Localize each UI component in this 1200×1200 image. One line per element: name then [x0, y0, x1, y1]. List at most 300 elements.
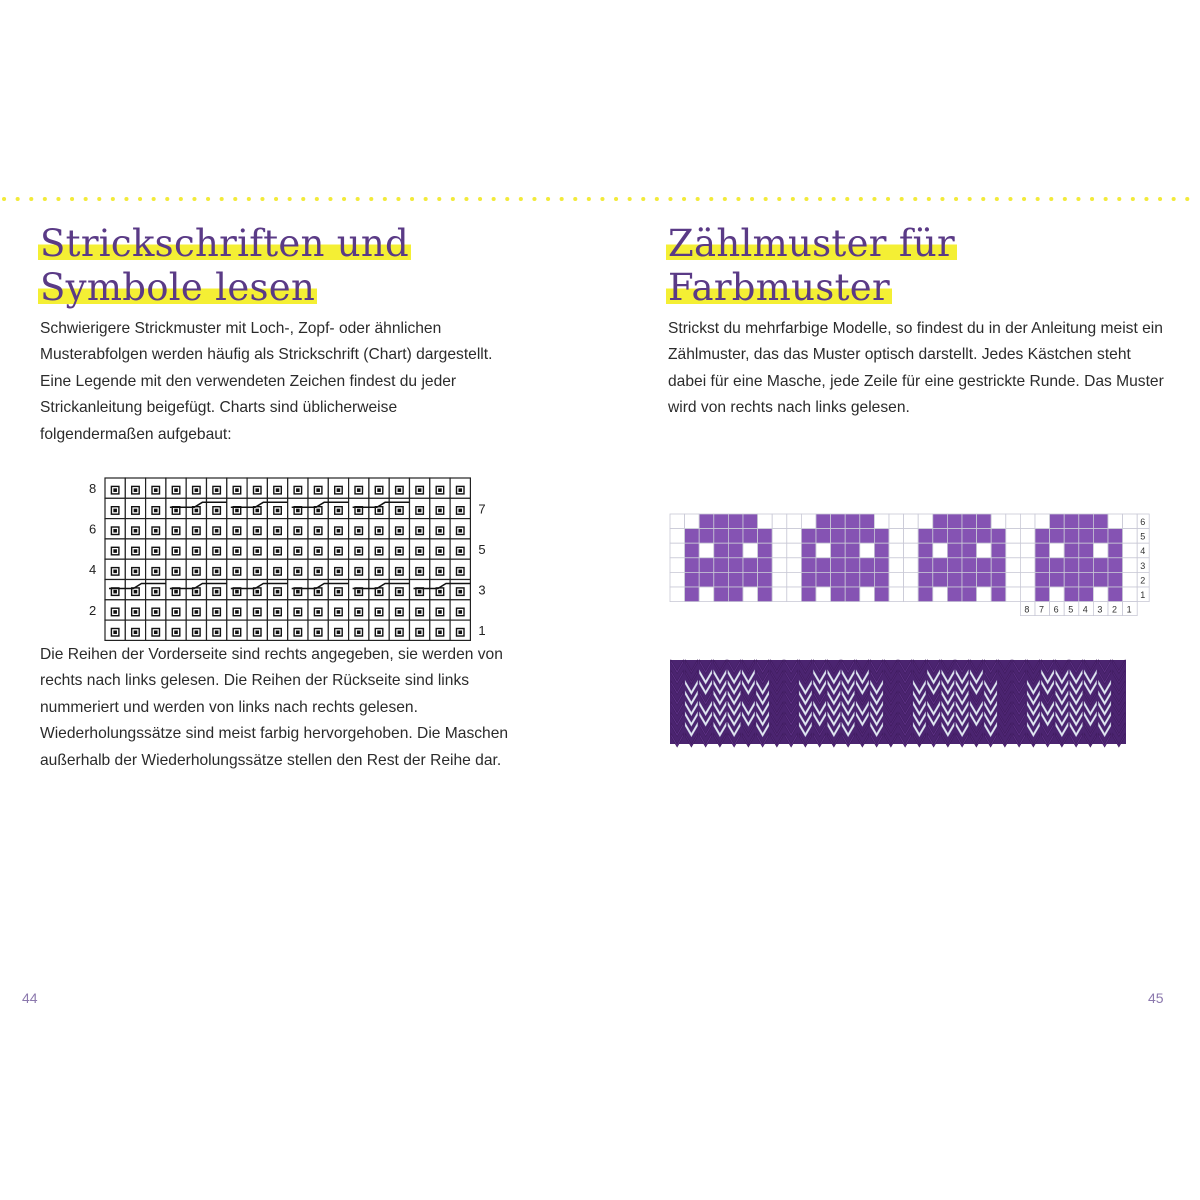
knit-symbol-dot [215, 509, 219, 513]
colorwork-cell-purple [758, 543, 773, 558]
colorwork-cell-purple [831, 558, 846, 573]
colorwork-cell-purple [714, 587, 729, 602]
colorwork-cell-white [1020, 558, 1035, 573]
colorwork-cell-purple [743, 529, 758, 544]
colorwork-cell-purple [685, 558, 700, 573]
colorwork-column-label: 8 [1024, 604, 1030, 615]
colorwork-cell-white [1123, 558, 1138, 573]
knit-symbol-dot [255, 549, 259, 553]
knit-symbol-dot [154, 509, 158, 513]
colorwork-cell-white [860, 543, 875, 558]
knit-symbol-dot [458, 570, 462, 574]
knit-symbol-dot [357, 610, 361, 614]
colorwork-cell-purple [1093, 572, 1108, 587]
colorwork-cell-purple [1064, 543, 1079, 558]
knit-symbol-dot [215, 529, 219, 533]
colorwork-cell-purple [1079, 572, 1094, 587]
colorwork-cell-purple [977, 558, 992, 573]
colorwork-column-label: 5 [1068, 604, 1074, 615]
row-label-left: 2 [89, 602, 97, 618]
colorwork-cell-purple [1035, 543, 1050, 558]
knit-symbol-dot [255, 590, 259, 594]
knit-symbol-dot [113, 630, 117, 634]
colorwork-cell-white [1006, 572, 1021, 587]
colorwork-cell-purple [831, 529, 846, 544]
colorwork-cell-white [889, 543, 904, 558]
colorwork-cell-purple [801, 543, 816, 558]
colorwork-cell-purple [685, 572, 700, 587]
colorwork-cell-white [670, 572, 685, 587]
knit-symbol-dot [255, 630, 259, 634]
colorwork-cell-white [699, 543, 714, 558]
knit-symbol-dot [438, 488, 442, 492]
knit-symbol-dot [255, 570, 259, 574]
knit-symbol-dot [458, 488, 462, 492]
knit-symbol-dot [337, 549, 341, 553]
knit-symbol-dot [195, 630, 199, 634]
colorwork-cell-white [1123, 572, 1138, 587]
knit-symbol-dot [398, 529, 402, 533]
knit-symbol-dot [357, 630, 361, 634]
knit-symbol-dot [316, 529, 320, 533]
dotted-divider [0, 196, 1200, 202]
colorwork-cell-white [1020, 529, 1035, 544]
knit-symbol-dot [438, 610, 442, 614]
knit-symbol-dot [337, 509, 341, 513]
colorwork-cell-white [1006, 529, 1021, 544]
knit-symbol-dot [276, 488, 280, 492]
row-label-right: 3 [478, 582, 486, 598]
knit-symbol-dot [357, 590, 361, 594]
colorwork-cell-white [904, 572, 919, 587]
colorwork-cell-white [787, 572, 802, 587]
colorwork-cell-purple [947, 572, 962, 587]
colorwork-cell-purple [1079, 514, 1094, 529]
knit-symbol-dot [337, 570, 341, 574]
colorwork-cell-purple [991, 529, 1006, 544]
knit-symbol-dot [215, 488, 219, 492]
colorwork-cell-purple [1035, 529, 1050, 544]
colorwork-cell-purple [962, 572, 977, 587]
knit-symbol-dot [134, 630, 138, 634]
colorwork-cell-purple [977, 514, 992, 529]
knit-symbol-dot [113, 549, 117, 553]
colorwork-cell-white [889, 529, 904, 544]
knit-symbol-dot [113, 610, 117, 614]
colorwork-cell-purple [991, 543, 1006, 558]
colorwork-cell-white [904, 529, 919, 544]
colorwork-cell-purple [1064, 572, 1079, 587]
colorwork-cell-purple [714, 543, 729, 558]
knit-symbol-dot [337, 529, 341, 533]
colorwork-chart [670, 514, 1150, 630]
colorwork-cell-purple [1050, 572, 1065, 587]
knit-symbol-dot [235, 529, 239, 533]
knit-symbol-dot [398, 630, 402, 634]
colorwork-cell-white [699, 587, 714, 602]
knit-symbol-dot [255, 529, 259, 533]
knit-symbol-dot [154, 549, 158, 553]
knit-symbol-dot [195, 610, 199, 614]
colorwork-cell-purple [743, 572, 758, 587]
colorwork-column-label: 4 [1082, 604, 1088, 615]
knit-symbol-dot [174, 590, 178, 594]
colorwork-cell-white [743, 587, 758, 602]
page-number-right: 45 [1148, 990, 1164, 1006]
colorwork-cell-purple [714, 529, 729, 544]
knit-symbol-dot [377, 610, 381, 614]
colorwork-cell-white [933, 543, 948, 558]
knit-symbol-dot [255, 488, 259, 492]
knit-symbol-dot [398, 509, 402, 513]
knit-symbol-dot [255, 610, 259, 614]
knit-symbol-dot [438, 630, 442, 634]
knit-symbol-dot [458, 610, 462, 614]
colorwork-cell-white [816, 543, 831, 558]
knit-symbol-dot [337, 590, 341, 594]
colorwork-cell-white [860, 587, 875, 602]
knit-symbol-dot [418, 509, 422, 513]
colorwork-cell-purple [714, 514, 729, 529]
colorwork-cell-white [933, 587, 948, 602]
page-number-left: 44 [22, 990, 38, 1006]
row-label-right: 5 [478, 541, 486, 557]
colorwork-cell-purple [933, 514, 948, 529]
colorwork-row-label: 2 [1140, 575, 1146, 586]
colorwork-cell-purple [991, 587, 1006, 602]
colorwork-cell-purple [1064, 587, 1079, 602]
colorwork-cell-purple [699, 572, 714, 587]
knit-symbol-dot [337, 610, 341, 614]
colorwork-cell-purple [816, 529, 831, 544]
colorwork-cell-purple [699, 514, 714, 529]
colorwork-cell-purple [918, 529, 933, 544]
colorwork-cell-purple [860, 558, 875, 573]
knit-symbol-dot [134, 610, 138, 614]
knit-symbol-dot [418, 549, 422, 553]
colorwork-cell-white [787, 558, 802, 573]
knit-symbol-dot [215, 570, 219, 574]
knit-symbol-dot [154, 529, 158, 533]
knit-symbol-dot [458, 509, 462, 513]
colorwork-cell-purple [801, 572, 816, 587]
knit-symbol-dot [357, 509, 361, 513]
colorwork-cell-purple [758, 572, 773, 587]
row-label-left: 4 [89, 562, 97, 578]
colorwork-cell-purple [1093, 529, 1108, 544]
colorwork-cell-white [685, 514, 700, 529]
colorwork-cell-purple [743, 558, 758, 573]
colorwork-cell-purple [758, 587, 773, 602]
colorwork-cell-white [816, 587, 831, 602]
knit-symbol-dot [296, 488, 300, 492]
colorwork-cell-purple [1093, 558, 1108, 573]
colorwork-cell-purple [1108, 543, 1123, 558]
colorwork-cell-purple [728, 587, 743, 602]
knit-symbol-dot [255, 509, 259, 513]
colorwork-grid [670, 514, 1137, 602]
colorwork-cell-purple [874, 572, 889, 587]
colorwork-cell-purple [962, 587, 977, 602]
knit-symbol-dot [418, 529, 422, 533]
colorwork-cell-purple [933, 572, 948, 587]
colorwork-cell-purple [1064, 514, 1079, 529]
colorwork-cell-white [772, 572, 787, 587]
colorwork-column-label: 3 [1097, 604, 1103, 615]
knit-symbol-dot [134, 488, 138, 492]
colorwork-cell-purple [728, 529, 743, 544]
knit-symbol-dot [296, 529, 300, 533]
colorwork-cell-purple [860, 572, 875, 587]
colorwork-cell-purple [1108, 572, 1123, 587]
knit-symbol-dot [134, 570, 138, 574]
knit-symbol-dot [215, 590, 219, 594]
colorwork-cell-white [670, 514, 685, 529]
knit-symbol-dot [357, 549, 361, 553]
colorwork-cell-white [904, 514, 919, 529]
knit-symbol-dot [235, 549, 239, 553]
colorwork-cell-purple [816, 558, 831, 573]
colorwork-cell-white [1006, 558, 1021, 573]
knit-symbol-dot [377, 630, 381, 634]
colorwork-cell-purple [918, 543, 933, 558]
colorwork-cell-purple [962, 558, 977, 573]
knit-symbol-dot [134, 590, 138, 594]
knit-symbol-dot [113, 590, 117, 594]
colorwork-cell-purple [845, 587, 860, 602]
knit-symbol-dot [235, 610, 239, 614]
chart-grid [105, 478, 470, 640]
knit-symbol-dot [418, 610, 422, 614]
knit-symbol-dot [276, 630, 280, 634]
knit-symbol-dot [235, 509, 239, 513]
colorwork-cell-purple [962, 529, 977, 544]
colorwork-cell-purple [1079, 543, 1094, 558]
left-intro-paragraph: Schwierigere Strickmuster mit Loch-, Zopf- oder ähnlichen Musterabfolgen werden häufig als Strickschrift (Chart) dargestellt. Eine Legende mit den verwendeten Zeichen findest du jeder Strickanleitung beigefügt. Charts sind üblicherweise folgendermaßen aufgebaut: [40, 320, 493, 443]
knit-symbol-dot [438, 570, 442, 574]
colorwork-cell-purple [918, 587, 933, 602]
colorwork-cell-purple [962, 514, 977, 529]
knit-symbol-dot [276, 610, 280, 614]
knit-symbol-dot [195, 590, 199, 594]
knit-symbol-dot [174, 549, 178, 553]
knit-sample-background [670, 660, 1126, 744]
colorwork-cell-purple [801, 587, 816, 602]
knit-symbol-dot [377, 529, 381, 533]
knit-symbol-dot [113, 570, 117, 574]
colorwork-cell-white [772, 514, 787, 529]
knit-symbol-dot [316, 570, 320, 574]
knit-symbol-dot [195, 509, 199, 513]
knit-symbol-dot [134, 509, 138, 513]
colorwork-cell-white [1006, 543, 1021, 558]
colorwork-cell-purple [918, 572, 933, 587]
knit-symbol-dot [113, 509, 117, 513]
colorwork-cell-purple [758, 529, 773, 544]
colorwork-cell-purple [977, 572, 992, 587]
colorwork-cell-white [889, 558, 904, 573]
colorwork-cell-white [1123, 543, 1138, 558]
colorwork-column-label: 1 [1126, 604, 1132, 615]
knit-symbol-dot [113, 488, 117, 492]
colorwork-cell-white [977, 587, 992, 602]
colorwork-cell-white [772, 543, 787, 558]
colorwork-cell-white [1123, 514, 1138, 529]
colorwork-cell-white [787, 543, 802, 558]
colorwork-cell-purple [991, 558, 1006, 573]
colorwork-cell-purple [947, 529, 962, 544]
colorwork-cell-purple [1079, 587, 1094, 602]
colorwork-cell-purple [728, 543, 743, 558]
knit-symbol-dot [316, 488, 320, 492]
colorwork-cell-white [787, 529, 802, 544]
knit-symbol-dot [296, 570, 300, 574]
colorwork-cell-purple [874, 558, 889, 573]
knit-symbol-dot [174, 570, 178, 574]
colorwork-cell-white [801, 514, 816, 529]
colorwork-cell-purple [728, 558, 743, 573]
colorwork-cell-purple [831, 543, 846, 558]
knit-symbol-dot [296, 549, 300, 553]
colorwork-cell-white [991, 514, 1006, 529]
colorwork-cell-white [1050, 543, 1065, 558]
knit-symbol-dot [195, 549, 199, 553]
knit-symbol-dot [276, 549, 280, 553]
colorwork-cell-white [1050, 587, 1065, 602]
knit-symbol-dot [174, 529, 178, 533]
row-label-right: 7 [478, 501, 486, 517]
colorwork-cell-white [904, 587, 919, 602]
colorwork-cell-purple [685, 529, 700, 544]
colorwork-cell-white [918, 514, 933, 529]
knit-symbol-dot [458, 630, 462, 634]
colorwork-cell-purple [801, 558, 816, 573]
colorwork-cell-purple [845, 514, 860, 529]
knit-symbol-dot [174, 488, 178, 492]
knit-symbol-dot [134, 529, 138, 533]
knit-symbol-dot [316, 590, 320, 594]
colorwork-cell-white [1035, 514, 1050, 529]
colorwork-cell-white [904, 558, 919, 573]
colorwork-cell-white [977, 543, 992, 558]
colorwork-cell-purple [743, 514, 758, 529]
right-title: Zählmuster für Farbmuster [668, 222, 955, 309]
knit-symbol-dot [235, 630, 239, 634]
knit-symbol-dot [113, 529, 117, 533]
knit-symbol-dot [357, 529, 361, 533]
knit-symbol-dot [154, 590, 158, 594]
colorwork-cell-purple [1108, 558, 1123, 573]
colorwork-cell-purple [1035, 558, 1050, 573]
colorwork-column-label: 2 [1112, 604, 1118, 615]
colorwork-cell-purple [816, 514, 831, 529]
knit-symbol-dot [337, 488, 341, 492]
knit-symbol-dot [215, 630, 219, 634]
left-body-paragraph: Die Reihen der Vorderseite sind rechts angegeben, sie werden von rechts nach links gelesen. Die Reihen der Rückseite sind links nummeriert und werden von links nach rechts gelesen. Wiederholungssätze sind meist farbig hervorgehoben. Die Maschen außerhalb der Wiederholungssätze stellen den Rest der Reihe dar. [40, 646, 509, 769]
colorwork-cell-purple [977, 529, 992, 544]
colorwork-cell-purple [1050, 558, 1065, 573]
colorwork-cell-purple [991, 572, 1006, 587]
colorwork-cell-white [874, 514, 889, 529]
colorwork-cell-purple [685, 587, 700, 602]
colorwork-cell-white [787, 587, 802, 602]
colorwork-cell-purple [1108, 529, 1123, 544]
knit-symbol-dot [154, 570, 158, 574]
colorwork-cell-white [670, 587, 685, 602]
colorwork-cell-purple [874, 587, 889, 602]
colorwork-cell-purple [831, 514, 846, 529]
knit-symbol-dot [296, 590, 300, 594]
colorwork-row-label: 3 [1140, 560, 1146, 571]
colorwork-column-label: 7 [1039, 604, 1045, 615]
colorwork-cell-purple [685, 543, 700, 558]
knit-symbol-dot [458, 549, 462, 553]
colorwork-cell-white [1108, 514, 1123, 529]
colorwork-row-label: 1 [1140, 590, 1146, 600]
colorwork-cell-purple [845, 558, 860, 573]
knit-symbol-dot [398, 610, 402, 614]
colorwork-cell-purple [728, 572, 743, 587]
knit-symbol-dot [154, 610, 158, 614]
colorwork-cell-purple [947, 587, 962, 602]
colorwork-cell-white [1020, 572, 1035, 587]
colorwork-cell-white [1020, 587, 1035, 602]
knit-symbol-dot [276, 570, 280, 574]
colorwork-cell-white [772, 529, 787, 544]
knit-symbol-dot [418, 488, 422, 492]
knit-symbol-dot [438, 549, 442, 553]
colorwork-cell-purple [933, 529, 948, 544]
knit-symbol-dot [377, 549, 381, 553]
knit-symbol-dot [154, 630, 158, 634]
knit-symbol-dot [296, 509, 300, 513]
colorwork-cell-purple [860, 529, 875, 544]
colorwork-cell-purple [1079, 558, 1094, 573]
colorwork-cell-white [772, 558, 787, 573]
knit-symbol-dot [357, 488, 361, 492]
row-label-right: 1 [478, 623, 486, 639]
knit-symbol-dot [174, 610, 178, 614]
knit-symbol-dot [235, 570, 239, 574]
knit-symbol-dot [438, 509, 442, 513]
colorwork-row-label: 4 [1140, 546, 1146, 557]
knit-symbol-dot [316, 509, 320, 513]
colorwork-cell-purple [845, 543, 860, 558]
colorwork-cell-purple [1035, 587, 1050, 602]
knitting-chart [80, 476, 500, 639]
knit-symbol-dot [377, 509, 381, 513]
knit-symbol-dot [316, 549, 320, 553]
colorwork-cell-white [1020, 514, 1035, 529]
knit-symbol-dot [296, 610, 300, 614]
colorwork-cell-white [1123, 529, 1138, 544]
colorwork-cell-white [889, 587, 904, 602]
colorwork-cell-purple [831, 572, 846, 587]
colorwork-cell-purple [947, 543, 962, 558]
knit-symbol-dot [195, 529, 199, 533]
colorwork-cell-purple [1093, 514, 1108, 529]
colorwork-cell-white [758, 514, 773, 529]
knit-symbol-dot [418, 590, 422, 594]
knit-symbol-dot [438, 529, 442, 533]
knit-symbol-dot [134, 549, 138, 553]
colorwork-cell-white [904, 543, 919, 558]
colorwork-cell-purple [1064, 558, 1079, 573]
knit-symbol-dot [377, 488, 381, 492]
knit-symbol-dot [377, 570, 381, 574]
knit-symbol-dot [235, 488, 239, 492]
colorwork-cell-purple [1035, 572, 1050, 587]
